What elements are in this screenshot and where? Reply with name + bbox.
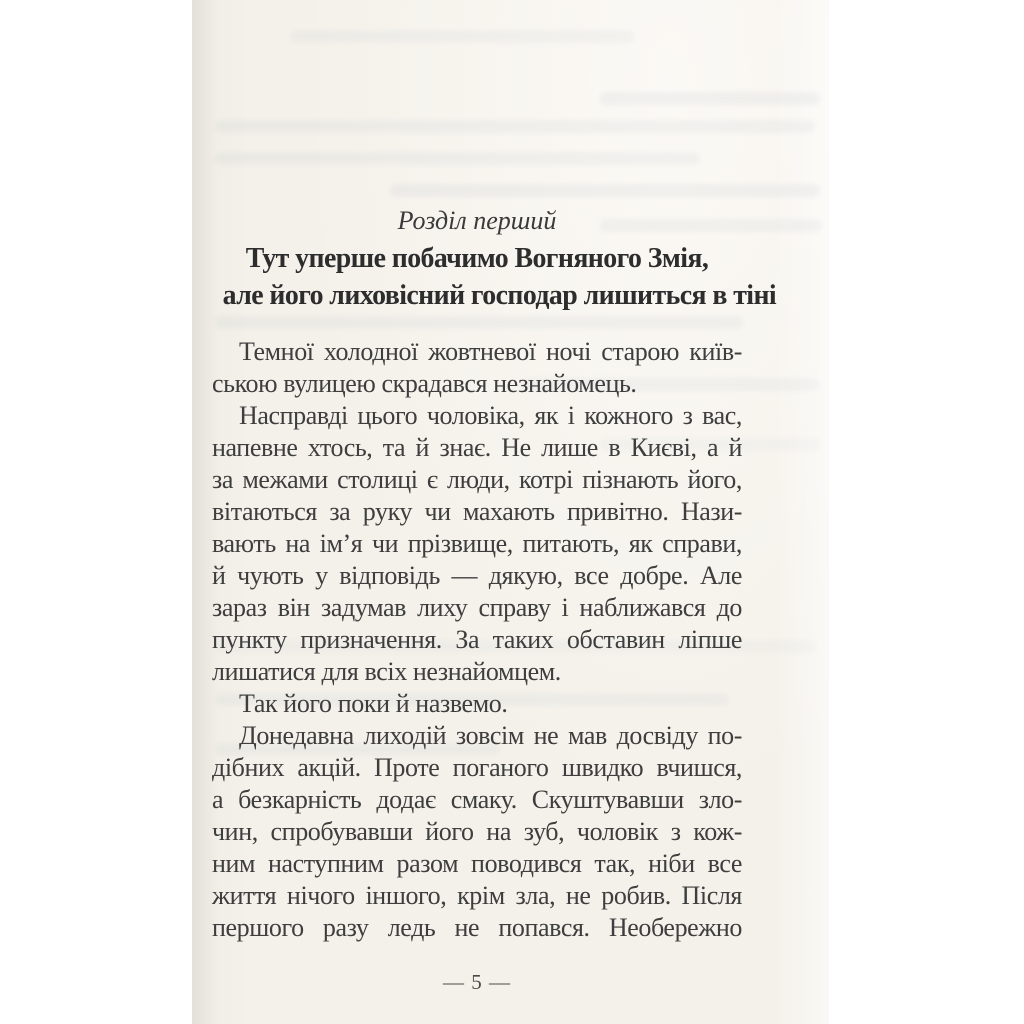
text-line: ською вулицею скрадався незнайомець. bbox=[212, 369, 637, 398]
text-line: першого разу ледь не попався. Необережно bbox=[212, 913, 742, 942]
paragraph bbox=[212, 688, 742, 720]
text-line: вають на ім’я чи прізвище, питають, як справи, bbox=[212, 529, 742, 558]
text-line: а безкарність додає смаку. Скуштувавши зло- bbox=[212, 785, 742, 814]
body-text bbox=[212, 336, 742, 944]
text-line: Насправді цього чоловіка, як і кожного з вас, bbox=[239, 401, 742, 430]
chapter-title-line-2: але його лиховісний господар лишиться в тіні bbox=[222, 279, 777, 311]
chapter-label: Розділ перший bbox=[397, 206, 557, 235]
bleed-through-line bbox=[390, 184, 820, 197]
text-line: й чують у відповідь — дякую, все добре. Але bbox=[212, 561, 742, 590]
paragraph bbox=[212, 336, 742, 400]
chapter-title-line-1: Тут уперше побачимо Вогняного Змія, bbox=[245, 242, 709, 274]
bleed-through-line bbox=[215, 120, 815, 133]
text-line: Так його поки й назвемо. bbox=[239, 689, 508, 718]
text-line: вітаються за руку чи махають привітно. Нази- bbox=[212, 497, 742, 526]
text-line: Темної холодної жовтневої ночі старою київ- bbox=[239, 337, 742, 366]
text-line: дібних акцій. Проте поганого швидко вчишся, bbox=[212, 753, 742, 782]
bleed-through-line bbox=[600, 92, 820, 105]
chapter-title bbox=[212, 240, 777, 314]
text-line: пункту призначення. За таких обставин ліпше bbox=[212, 625, 742, 654]
text-line: зараз він задумав лиху справу і наближався до bbox=[212, 593, 742, 622]
text-line: Донедавна лиходій зовсім не мав досвіду по- bbox=[239, 721, 742, 750]
book-page bbox=[192, 0, 829, 1024]
bleed-through-line bbox=[290, 30, 635, 43]
text-line: життя нічого іншого, крім зла, не робив. Після bbox=[212, 881, 742, 910]
text-line: за межами столиці є люди, котрі пізнають його, bbox=[212, 465, 742, 494]
paragraph bbox=[212, 720, 742, 944]
text-line: ним наступним разом поводився так, ніби все bbox=[212, 849, 742, 878]
paragraph bbox=[212, 400, 742, 688]
bleed-through-line bbox=[215, 316, 743, 329]
bleed-through-line bbox=[215, 152, 700, 165]
text-line: напевне хтось, та й знає. Не лише в Києві, а й bbox=[212, 433, 742, 462]
text-line: лишатися для всіх незнайомцем. bbox=[212, 657, 561, 686]
text-line: чин, спробувавши його на зуб, чоловік з кож- bbox=[212, 817, 742, 846]
page-number: — 5 — bbox=[443, 970, 511, 994]
